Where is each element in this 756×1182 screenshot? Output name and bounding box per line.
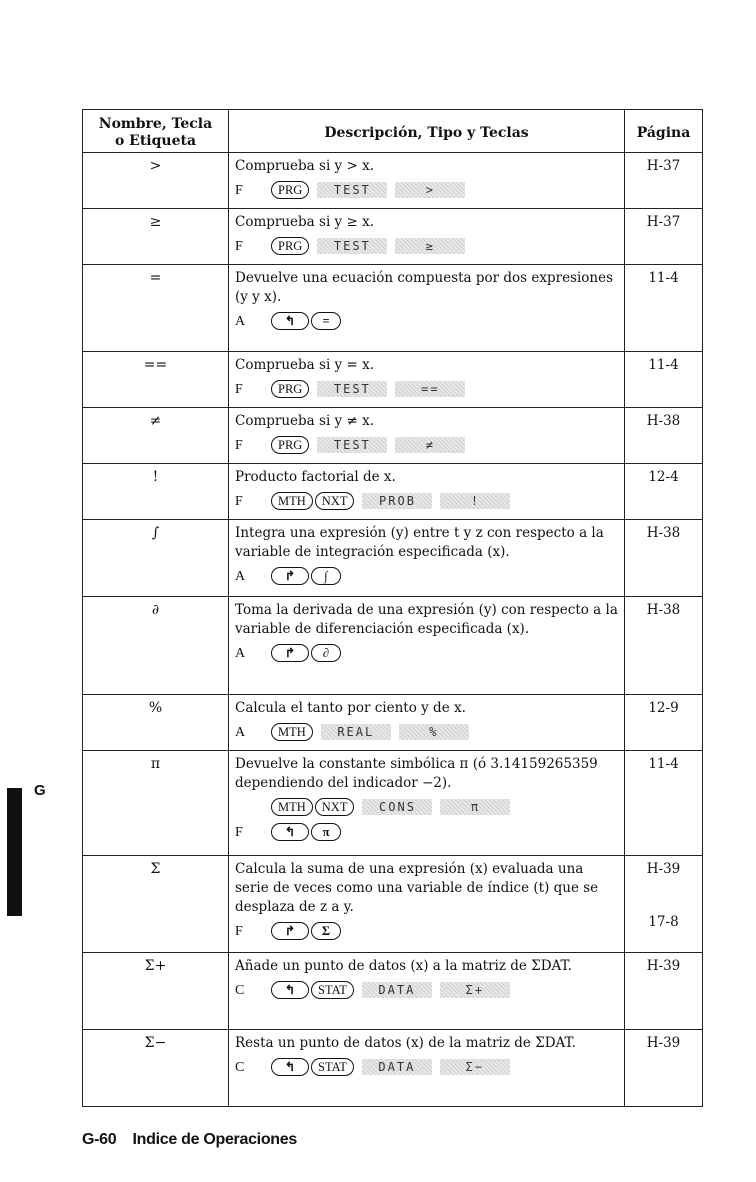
page-reference: 11-4 xyxy=(648,270,679,286)
page-reference-cell xyxy=(625,751,703,856)
header-name xyxy=(83,110,229,153)
menu-softkey: Σ− xyxy=(440,1059,510,1075)
operation-type: F xyxy=(235,238,243,254)
operation-description: Resta un punto de datos (x) de la matriz de ΣDAT. xyxy=(235,1035,576,1051)
operation-type: C xyxy=(235,982,245,998)
operation-description: Comprueba si y = x. xyxy=(235,357,374,373)
operation-name: ∂ xyxy=(83,597,229,695)
menu-softkey: DATA xyxy=(362,1059,432,1075)
page-reference: 11-4 xyxy=(648,756,679,772)
operation-type: F xyxy=(235,381,243,397)
operation-name: ! xyxy=(83,464,229,520)
page-reference-secondary: 17-8 xyxy=(648,914,679,930)
keystroke-sequence xyxy=(235,490,618,512)
calculator-key: NXT xyxy=(315,798,355,816)
operation-description-cell xyxy=(229,695,625,751)
calculator-key: PRG xyxy=(271,380,309,398)
page-reference-cell xyxy=(625,408,703,464)
header-description: Descripción, Tipo y Teclas xyxy=(229,110,625,153)
menu-softkey: ! xyxy=(440,493,510,509)
calculator-key: MTH xyxy=(271,492,313,510)
page-reference-cell xyxy=(625,520,703,597)
operation-type: A xyxy=(235,645,246,661)
table-row xyxy=(83,209,703,265)
operation-name: > xyxy=(83,153,229,209)
menu-softkey: TEST xyxy=(317,182,387,198)
calculator-key: MTH xyxy=(271,723,313,741)
keystroke-sequence xyxy=(235,378,618,400)
menu-softkey: REAL xyxy=(321,724,391,740)
menu-softkey: == xyxy=(395,381,465,397)
operation-name: = xyxy=(83,265,229,352)
page-reference-cell xyxy=(625,265,703,352)
calculator-key: = xyxy=(311,312,341,330)
operation-description-cell xyxy=(229,408,625,464)
operation-description: Comprueba si y ≠ x. xyxy=(235,413,374,429)
operation-description-cell xyxy=(229,751,625,856)
operation-type: F xyxy=(235,824,243,840)
page-reference: H-37 xyxy=(646,158,681,174)
operation-description: Comprueba si y ≥ x. xyxy=(235,214,374,230)
page-reference-cell xyxy=(625,352,703,408)
calculator-key: Σ xyxy=(311,922,341,940)
table-header-row xyxy=(83,110,703,153)
page-reference: 12-9 xyxy=(648,700,679,716)
keystroke-sequence xyxy=(235,821,618,843)
footer-section-title: Indice de Operaciones xyxy=(132,1131,297,1148)
calculator-key: PRG xyxy=(271,436,309,454)
menu-softkey: Σ+ xyxy=(440,982,510,998)
page-reference: H-39 xyxy=(646,1035,681,1051)
menu-softkey: % xyxy=(399,724,469,740)
operation-description-cell xyxy=(229,464,625,520)
keystroke-sequence xyxy=(235,179,618,201)
keystroke-sequence xyxy=(235,979,618,1001)
page-reference: H-38 xyxy=(646,602,681,618)
operation-description-cell xyxy=(229,597,625,695)
page-reference: H-38 xyxy=(646,413,681,429)
keystroke-sequence xyxy=(235,721,618,743)
page-reference: 11-4 xyxy=(648,357,679,373)
menu-softkey: TEST xyxy=(317,381,387,397)
operation-name: % xyxy=(83,695,229,751)
operation-type: A xyxy=(235,724,246,740)
page-reference: H-38 xyxy=(646,525,681,541)
operation-description: Devuelve una ecuación compuesta por dos expresiones (y y x). xyxy=(235,270,614,305)
operation-description-cell xyxy=(229,520,625,597)
table-row xyxy=(83,953,703,1030)
operation-name: Σ xyxy=(83,856,229,953)
operation-description: Toma la derivada de una expresión (y) con respecto a la variable de diferenciación especificada (x). xyxy=(235,602,618,637)
operation-description: Calcula el tanto por ciento y de x. xyxy=(235,700,466,716)
keystroke-sequence xyxy=(235,1056,618,1078)
calculator-key: π xyxy=(311,823,341,841)
keystroke-sequence xyxy=(235,642,618,664)
operation-description-cell xyxy=(229,209,625,265)
header-name-line2: o Etiqueta xyxy=(114,133,197,149)
menu-softkey: ≠ xyxy=(395,437,465,453)
table-row xyxy=(83,520,703,597)
page-reference: H-39 xyxy=(646,958,681,974)
operation-name: π xyxy=(83,751,229,856)
menu-softkey: TEST xyxy=(317,238,387,254)
menu-softkey: CONS xyxy=(362,799,432,815)
page-reference-cell xyxy=(625,209,703,265)
operation-type: F xyxy=(235,923,243,939)
section-tab-letter: G xyxy=(34,782,46,799)
right-shift-key: ↱ xyxy=(271,644,309,662)
calculator-key: STAT xyxy=(311,981,354,999)
operation-type: F xyxy=(235,493,243,509)
menu-softkey: DATA xyxy=(362,982,432,998)
header-page: Página xyxy=(625,110,703,153)
operation-name: ∫ xyxy=(83,520,229,597)
calculator-key: ∂ xyxy=(311,644,341,662)
operations-table-body xyxy=(83,153,703,1107)
calculator-key: MTH xyxy=(271,798,313,816)
page-footer xyxy=(82,1131,297,1149)
operation-description: Devuelve la constante simbólica π (ó 3.14159265359 dependiendo del indicador −2). xyxy=(235,756,598,791)
operation-description: Producto factorial de x. xyxy=(235,469,396,485)
operation-type: F xyxy=(235,437,243,453)
page-reference: H-37 xyxy=(646,214,681,230)
menu-softkey: PROB xyxy=(362,493,432,509)
calculator-key: STAT xyxy=(311,1058,354,1076)
left-shift-key: ↰ xyxy=(271,823,309,841)
table-row xyxy=(83,352,703,408)
page-reference: H-39 xyxy=(646,861,681,877)
header-name-line1: Nombre, Tecla xyxy=(98,116,213,132)
footer-page-number: G-60 xyxy=(82,1131,117,1148)
keystroke-sequence xyxy=(235,235,618,257)
calculator-key: ∫ xyxy=(311,567,341,585)
calculator-key: PRG xyxy=(271,237,309,255)
page-reference-cell xyxy=(625,153,703,209)
left-shift-key: ↰ xyxy=(271,981,309,999)
menu-softkey: ≥ xyxy=(395,238,465,254)
operation-description: Añade un punto de datos (x) a la matriz de ΣDAT. xyxy=(235,958,572,974)
right-shift-key: ↱ xyxy=(271,922,309,940)
right-shift-key: ↱ xyxy=(271,567,309,585)
operation-description-cell xyxy=(229,856,625,953)
table-row xyxy=(83,597,703,695)
page-reference-cell xyxy=(625,597,703,695)
operation-description-cell xyxy=(229,153,625,209)
operation-description-cell xyxy=(229,352,625,408)
operation-type: A xyxy=(235,313,246,329)
operation-type: C xyxy=(235,1059,245,1075)
keystroke-sequence xyxy=(235,434,618,456)
operation-description-cell xyxy=(229,265,625,352)
calculator-key: NXT xyxy=(315,492,355,510)
operation-description: Comprueba si y > x. xyxy=(235,158,374,174)
menu-softkey: > xyxy=(395,182,465,198)
table-row xyxy=(83,695,703,751)
menu-softkey: TEST xyxy=(317,437,387,453)
page-reference: 12-4 xyxy=(648,469,679,485)
keystroke-sequence xyxy=(235,310,618,332)
table-row xyxy=(83,856,703,953)
page-reference-cell xyxy=(625,695,703,751)
section-tab-marker xyxy=(7,788,22,916)
table-row xyxy=(83,1030,703,1107)
keystroke-sequence xyxy=(235,796,618,818)
table-row xyxy=(83,751,703,856)
operation-description: Calcula la suma de una expresión (x) evaluada una serie de veces como una variable de índice (t) que se desplaza de z a y. xyxy=(235,861,599,915)
table-row xyxy=(83,265,703,352)
page-reference-cell xyxy=(625,953,703,1030)
table-row xyxy=(83,153,703,209)
page-reference-cell xyxy=(625,464,703,520)
calculator-key: PRG xyxy=(271,181,309,199)
operation-name: Σ+ xyxy=(83,953,229,1030)
menu-softkey: π xyxy=(440,799,510,815)
keystroke-sequence xyxy=(235,920,618,942)
operation-name: ≠ xyxy=(83,408,229,464)
left-shift-key: ↰ xyxy=(271,312,309,330)
page-reference-cell xyxy=(625,856,703,953)
operations-table xyxy=(82,109,703,1107)
page-reference-cell xyxy=(625,1030,703,1107)
operation-description-cell xyxy=(229,1030,625,1107)
operation-name: Σ− xyxy=(83,1030,229,1107)
table-row xyxy=(83,464,703,520)
operation-type: F xyxy=(235,182,243,198)
table-row xyxy=(83,408,703,464)
left-shift-key: ↰ xyxy=(271,1058,309,1076)
operation-type: A xyxy=(235,568,246,584)
operation-description-cell xyxy=(229,953,625,1030)
operation-name: ≥ xyxy=(83,209,229,265)
operation-description: Integra una expresión (y) entre t y z con respecto a la variable de integración especificada (x). xyxy=(235,525,604,560)
keystroke-sequence xyxy=(235,565,618,587)
operation-name: == xyxy=(83,352,229,408)
